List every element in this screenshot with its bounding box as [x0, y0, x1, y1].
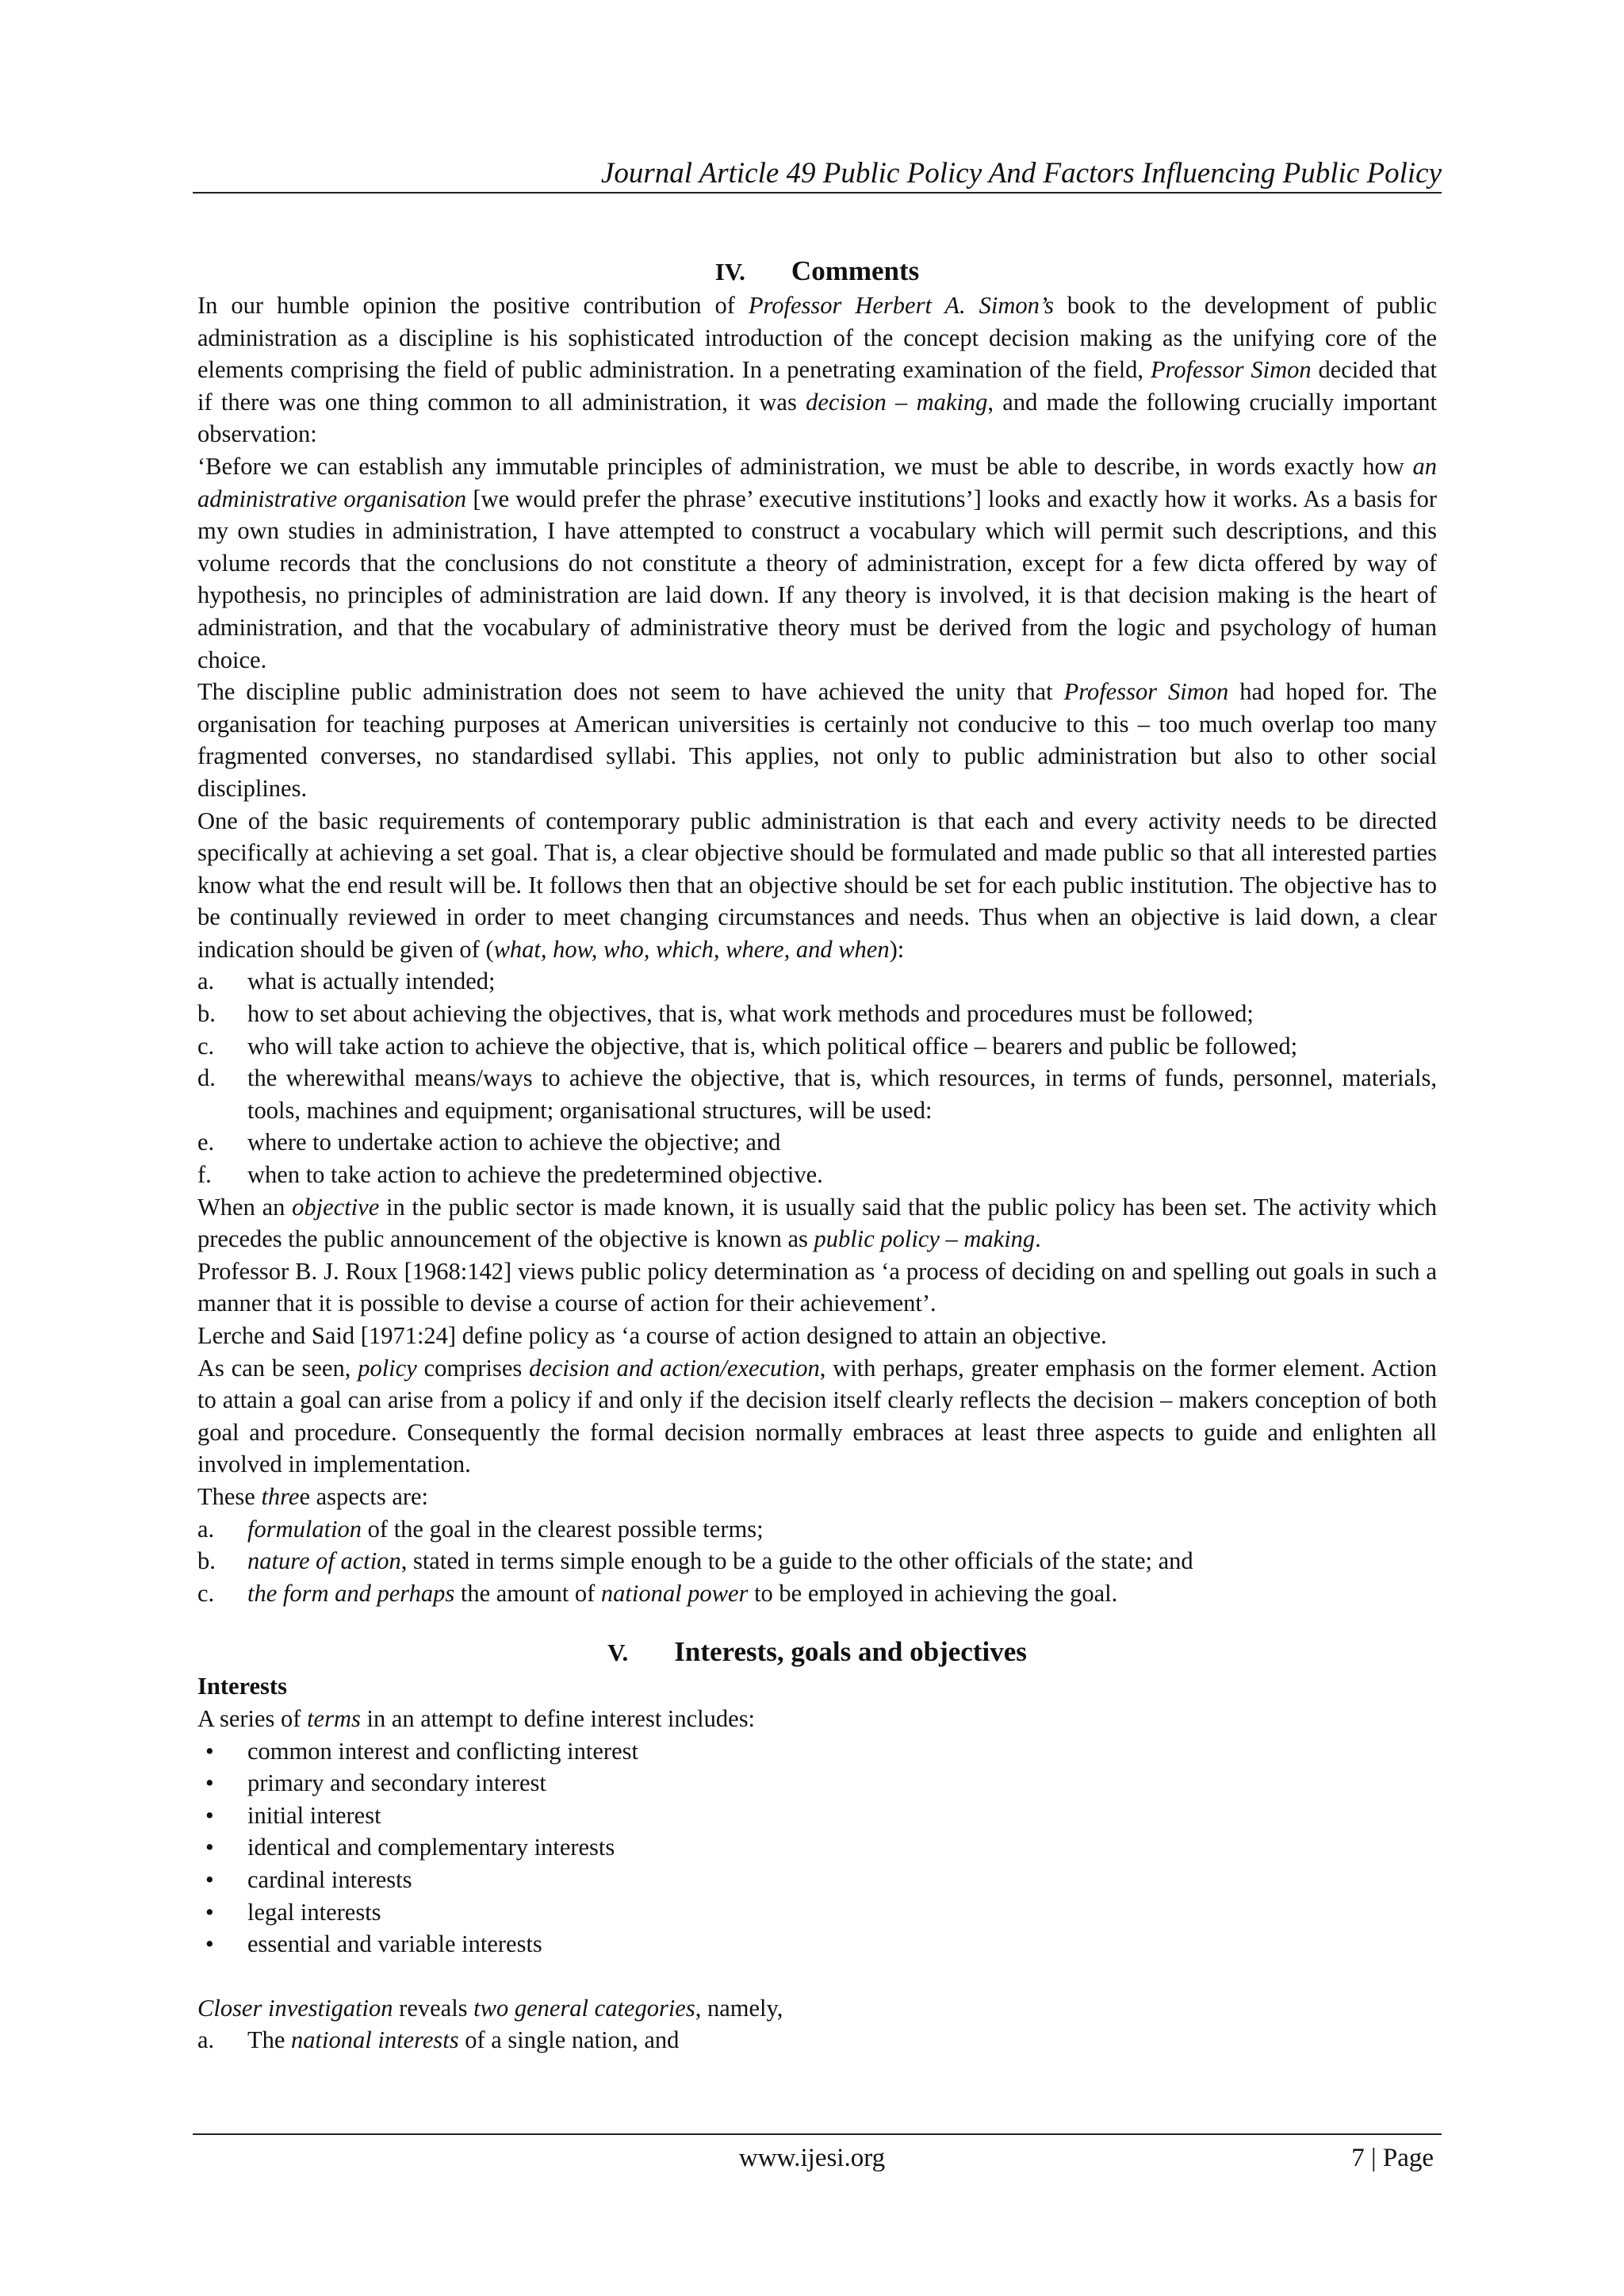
text-run: When an	[197, 1193, 293, 1221]
text-run: As can be seen,	[197, 1354, 358, 1382]
paragraph-closer-investigation	[197, 1992, 1437, 2025]
text-run: ‘Before we can establish any immutable principles of administration, we must be able to describe, in words exactly how	[197, 452, 1413, 480]
list-text: what is actually intended;	[247, 968, 496, 995]
list-item	[197, 1928, 1437, 1961]
list-text: how to set about achieving the objectives, that is, what work methods and procedures must be followed;	[247, 1000, 1254, 1028]
list-marker: e.	[197, 1129, 215, 1156]
aspects-list	[197, 1513, 1437, 1610]
text-run: A series of	[197, 1704, 308, 1732]
list-marker: b.	[197, 1547, 216, 1575]
emphasis-run: formulation	[247, 1515, 362, 1543]
footer-url[interactable]: www.ijesi.org	[738, 2144, 886, 2172]
section-number: V.	[607, 1639, 629, 1667]
list-marker: c.	[197, 1579, 215, 1607]
emphasis-run: Professor Herbert A. Simon’s	[748, 292, 1054, 319]
list-item	[197, 998, 1437, 1030]
paragraph-objectives	[197, 805, 1437, 966]
text-run: , namely,	[695, 1994, 783, 2022]
list-text: where to undertake action to achieve the objective; and	[247, 1129, 781, 1156]
emphasis-run: public policy – making	[814, 1225, 1036, 1253]
text-run: [we would prefer the phrase’ executive institutions’] looks and exactly how it works. As a basis for my own studies in administration, I have attempted to construct a vocabulary which will permit such descriptions, and this volume records that the conclusions do not constitute a theory of administration, except for a few dicta offered by way of hypothesis, no principles of administration are laid down. If any theory is involved, it is that decision making is the heart of administration, and that the vocabulary of administrative theory must be derived from the logic and psychology of human choice.	[197, 485, 1437, 673]
text-run: One of the basic requirements of contemporary public administration is that each and every activity needs to be directed specifically at achieving a set goal. That is, a clear objective should be formulated and made public so that all interested parties know what the end result will be. It follows then that an objective should be set for each public institution. The objective has to be continually reviewed in order to meet changing circumstances and needs. Thus when an objective is laid down, a clear indication should be given of (	[197, 807, 1437, 963]
text-run: book to the development of public administration as a discipline is his sophisticated introduction of the concept decision making as the unifying core of the elements comprising the field of public administration. In a penetrating examination of the field,	[197, 292, 1437, 384]
text-run: of the goal in the clearest possible terms;	[362, 1515, 764, 1543]
list-text: when to take action to achieve the predetermined objective.	[247, 1161, 823, 1189]
running-header: Journal Article 49 Public Policy And Factors Influencing Public Policy	[600, 157, 1442, 190]
paragraph-policy-comprises	[197, 1352, 1437, 1481]
list-marker: b.	[197, 1000, 216, 1028]
text-run: comprises	[416, 1354, 530, 1382]
emphasis-run: the form and perhaps	[247, 1579, 455, 1607]
list-item	[197, 1030, 1437, 1063]
list-item	[197, 1513, 1437, 1546]
bullet-marker: •	[205, 1801, 214, 1829]
paragraph-roux-definition: Professor B. J. Roux [1968:142] views public policy determination as ‘a process of deciding on and spelling out goals in such a manner that it is possible to devise a course of action for their achievement’.	[197, 1257, 1437, 1317]
list-text: common interest and conflicting interest	[247, 1737, 638, 1765]
list-item	[197, 965, 1437, 998]
list-item	[197, 1767, 1437, 1800]
text-run: , stated in terms simple enough to be a guide to the other officials of the state; and	[400, 1547, 1193, 1575]
list-marker: c.	[197, 1032, 215, 1060]
list-item	[197, 1126, 1437, 1159]
list-text: legal interests	[247, 1898, 381, 1926]
list-text: initial interest	[247, 1801, 381, 1829]
spacer	[197, 1961, 1437, 1992]
text-run: , with perhaps, greater emphasis on the former element. Action to attain a goal can arise from a policy if and only if the decision itself clearly reflects the decision – makers conception of both goal and procedure. Consequently the formal decision normally embraces at least three aspects to guide and enlighten all involved in implementation.	[197, 1354, 1438, 1478]
text-run: the amount of	[454, 1579, 601, 1607]
emphasis-run: decision and action/execution	[529, 1354, 820, 1382]
paragraph-interest-terms	[197, 1703, 1437, 1735]
categories-list	[197, 2024, 1437, 2056]
list-text: the wherewithal means/ways to achieve the objective, that is, which resources, in terms of funds, personnel, materials, tools, machines and equipment; organisational structures, will be used:	[247, 1064, 1437, 1124]
text-run: , and made the following crucially important observation:	[197, 388, 1437, 448]
list-item	[197, 1159, 1437, 1191]
text-run: decided that if there was one thing common to all administration, it was	[197, 356, 1437, 416]
text-run: had hoped for. The organisation for teaching purposes at American universities is certainly not conducive to this – too much overlap too many fragmented converses, no standardised syllabi. This applies, not only to public administration but also to other social disciplines.	[197, 678, 1437, 802]
emphasis-run: two general categories	[473, 1994, 695, 2022]
text-run: in an attempt to define interest includes:	[360, 1704, 756, 1732]
emphasis-run: decision – making	[806, 388, 988, 416]
emphasis-run: objective	[292, 1193, 380, 1221]
text-run: These	[197, 1482, 262, 1510]
emphasis-run: Closer investigation	[197, 1994, 393, 2022]
list-item	[197, 1864, 1437, 1896]
bullet-marker: •	[205, 1898, 214, 1926]
list-item	[197, 1062, 1437, 1126]
emphasis-run: national interests	[291, 2026, 459, 2054]
list-item	[197, 1577, 1437, 1610]
emphasis-run: Professor Simon	[1063, 678, 1229, 706]
section-heading-comments	[197, 254, 1437, 289]
list-item	[197, 1545, 1437, 1577]
text-run: The discipline public administration does not seem to have achieved the unity that	[197, 678, 1064, 706]
text-run: e aspects are:	[299, 1482, 429, 1510]
section-title: Interests, goals and objectives	[674, 1636, 1027, 1668]
interest-terms-list	[197, 1735, 1437, 1961]
text-run: The	[247, 2026, 292, 2054]
emphasis-run: what, how, who, which, where, and when	[493, 935, 890, 963]
emphasis-run: national power	[600, 1579, 749, 1607]
emphasis-run: an administrative organisation	[197, 452, 1437, 512]
list-text: identical and complementary interests	[247, 1834, 615, 1861]
text-run: in the public sector is made known, it is usually said that the public policy has been set. The activity which precedes the public announcement of the objective is known as	[197, 1193, 1437, 1253]
text-run: .	[1035, 1225, 1041, 1253]
list-item	[197, 1735, 1437, 1768]
paragraph-discipline-unity	[197, 676, 1437, 804]
list-marker: a.	[197, 2026, 215, 2054]
footer-rule	[193, 2133, 1442, 2135]
paragraph-three-aspects	[197, 1481, 1437, 1513]
bullet-marker: •	[205, 1834, 214, 1861]
objective-list	[197, 965, 1437, 1190]
list-item	[197, 1831, 1437, 1864]
list-item	[197, 2024, 1437, 2056]
paragraph-lerche-said-definition: Lerche and Said [1971:24] define policy as ‘a course of action designed to attain an objective.	[197, 1322, 1107, 1349]
section-title: Comments	[791, 255, 920, 286]
emphasis-run: policy	[358, 1354, 417, 1382]
bullet-marker: •	[205, 1865, 214, 1893]
header-rule	[193, 192, 1442, 194]
list-item	[197, 1896, 1437, 1929]
section-heading-interests-goals	[197, 1635, 1437, 1670]
text-run: to be employed in achieving the goal.	[748, 1579, 1118, 1607]
emphasis-run: Professor Simon	[1150, 356, 1312, 384]
list-marker: a.	[197, 968, 215, 995]
bullet-marker: •	[205, 1769, 214, 1797]
list-text: primary and secondary interest	[247, 1769, 546, 1797]
list-marker: a.	[197, 1515, 215, 1543]
list-text: who will take action to achieve the objective, that is, which political office – bearers and public be followed;	[247, 1032, 1298, 1060]
article-body	[197, 254, 1437, 2056]
section-number: IV.	[714, 258, 745, 286]
list-item	[197, 1800, 1437, 1832]
list-marker: d.	[197, 1064, 216, 1092]
list-marker: f.	[197, 1161, 212, 1189]
text-run: of a single nation, and	[458, 2026, 680, 2054]
text-run: reveals	[393, 1994, 474, 2022]
list-text: essential and variable interests	[247, 1930, 542, 1958]
text-run: In our humble opinion the positive contribution of	[197, 292, 749, 319]
paragraph-simon-contribution	[197, 289, 1437, 450]
text-run: ):	[889, 935, 905, 963]
list-text: cardinal interests	[247, 1865, 412, 1893]
emphasis-run: thre	[261, 1482, 300, 1510]
emphasis-run: nature of action	[247, 1547, 401, 1575]
subheading-interests: Interests	[197, 1673, 287, 1700]
bullet-marker: •	[205, 1737, 214, 1765]
bullet-marker: •	[205, 1930, 214, 1958]
paragraph-public-policy-set	[197, 1191, 1437, 1255]
page-number: 7 | Page	[1351, 2144, 1434, 2172]
paragraph-simon-quote	[197, 450, 1437, 676]
emphasis-run: terms	[307, 1704, 361, 1732]
